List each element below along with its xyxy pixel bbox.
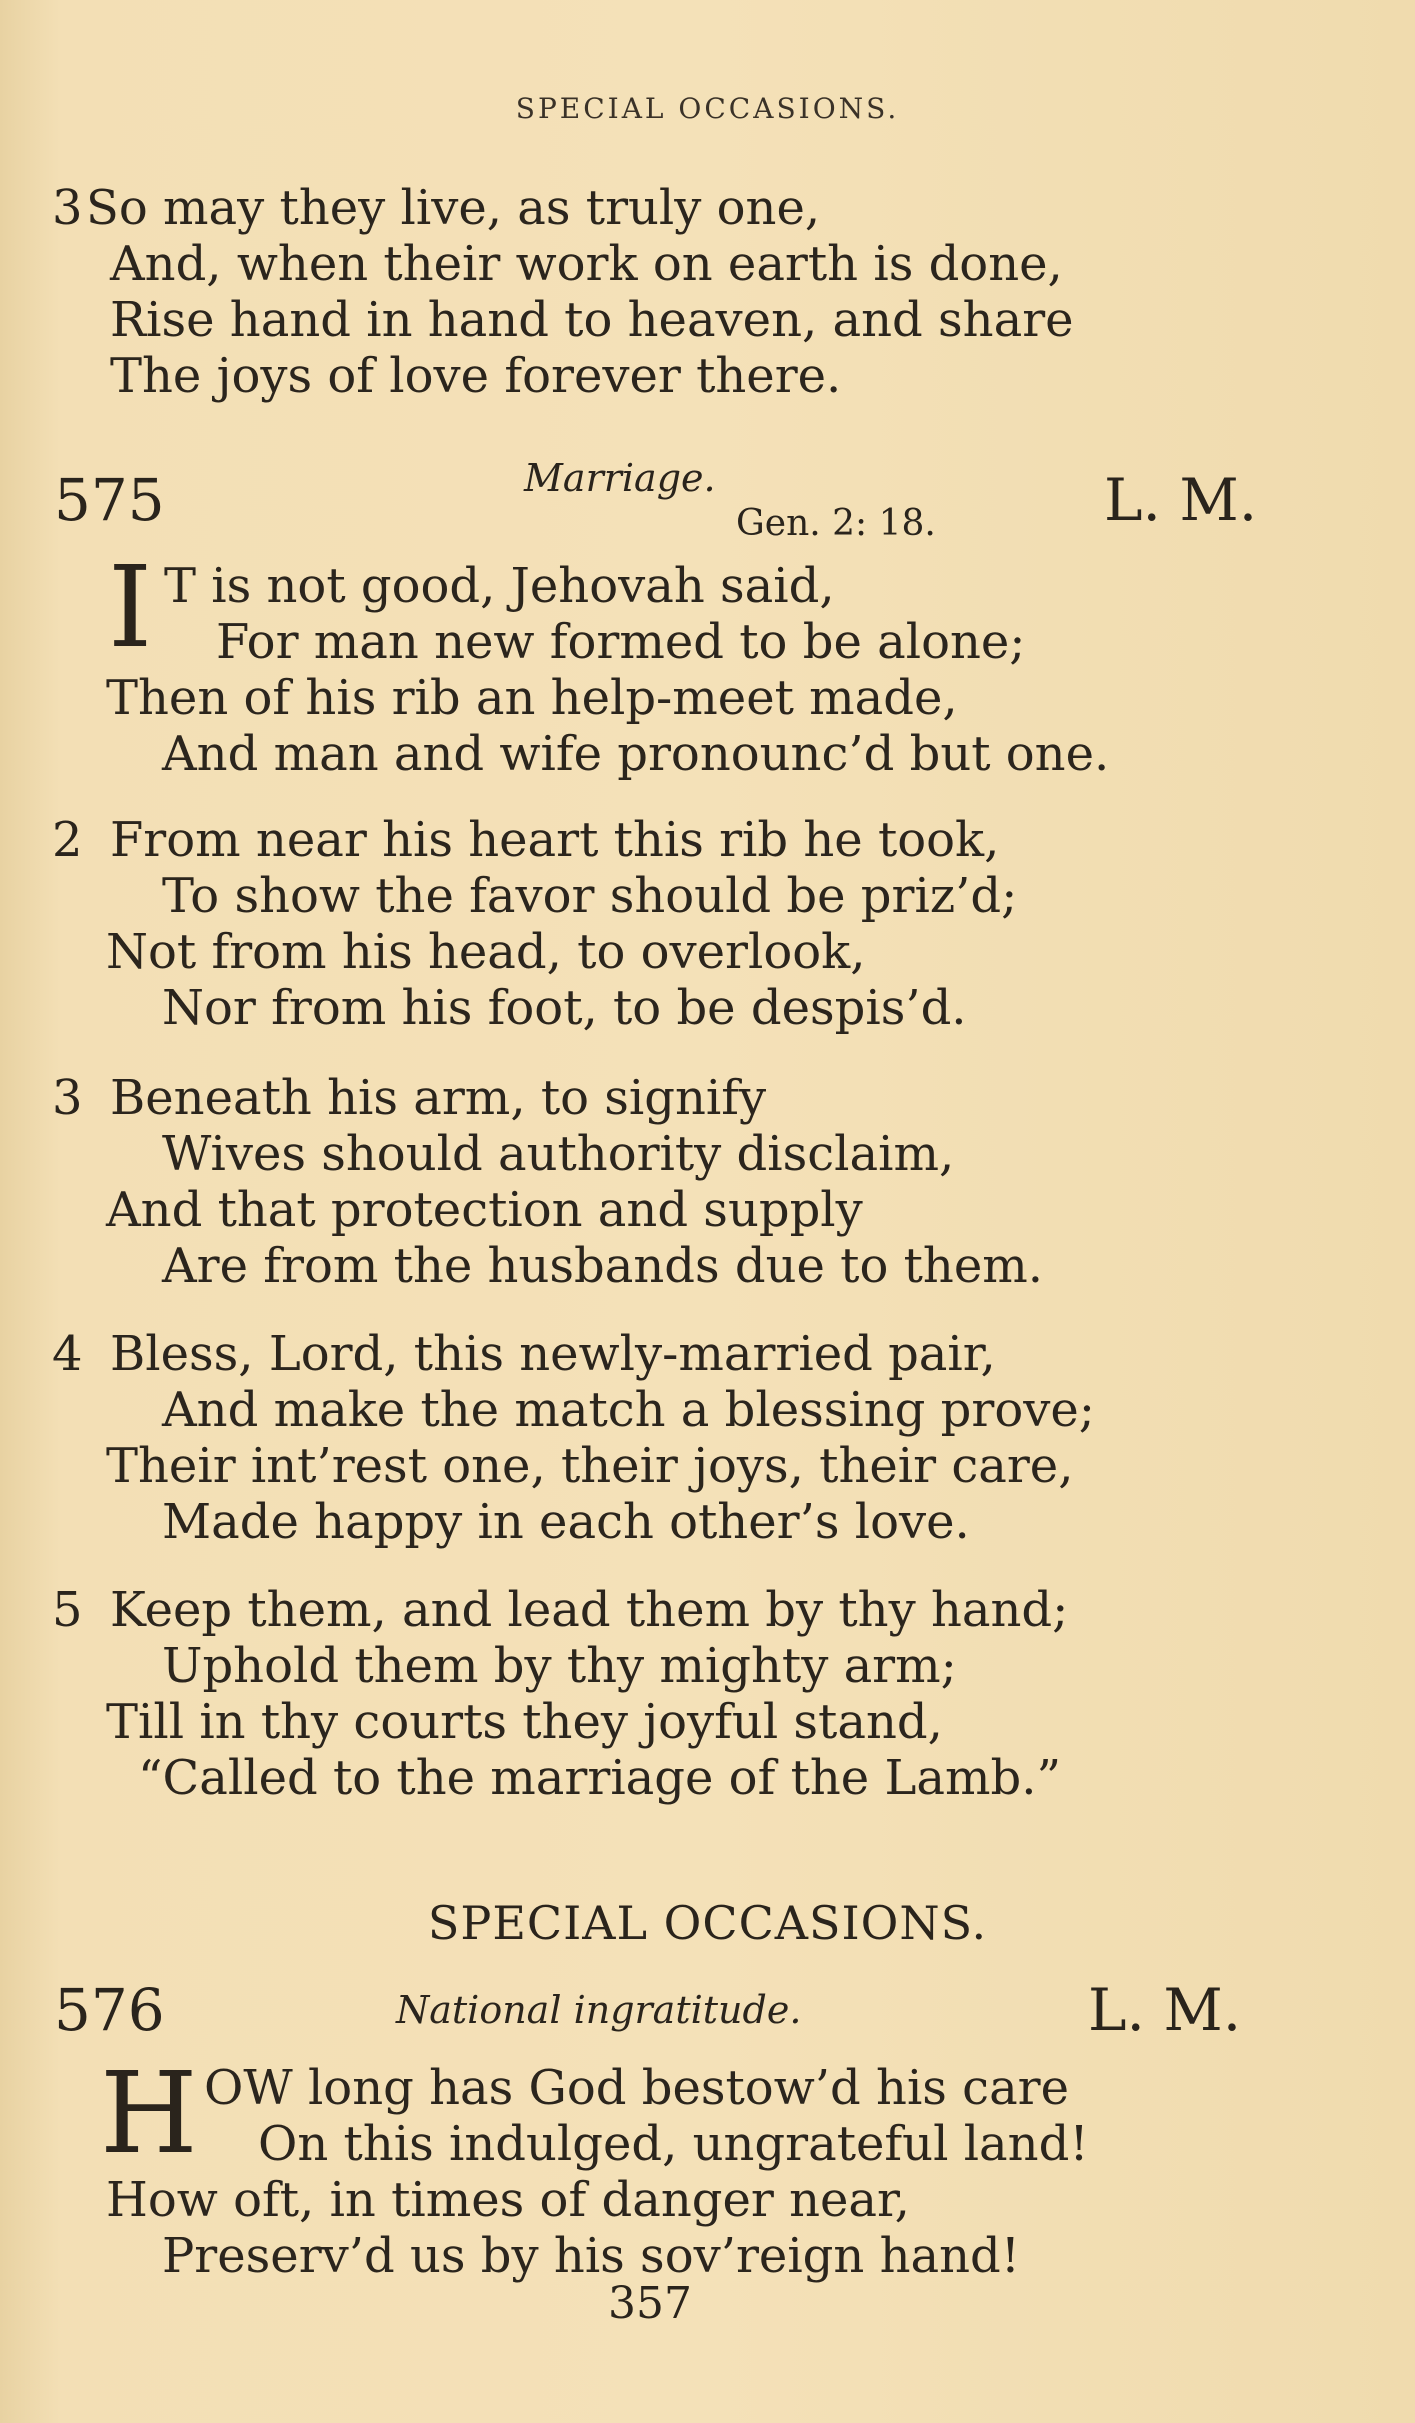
verse-line: How oft, in times of danger near, <box>106 2172 910 2228</box>
stanza-number: 3 <box>52 1070 83 1126</box>
hymn-title: National ingratitude. <box>396 1988 802 2032</box>
hymn-number: 576 <box>54 1976 165 2044</box>
stanza-number: 3 <box>52 180 83 236</box>
running-head: SPECIAL OCCASIONS. <box>515 92 900 125</box>
verse-line: Preserv’d us by his sov’reign hand! <box>162 2228 1021 2284</box>
verse-line: And that protection and supply <box>106 1182 863 1238</box>
hymn-number: 575 <box>54 466 165 534</box>
hymn-meter: L. M. <box>1104 466 1258 534</box>
hymn-meter: L. M. <box>1088 1976 1242 2044</box>
page-number: 357 <box>608 2278 692 2329</box>
verse-line: The joys of love forever there. <box>110 348 842 404</box>
verse-line: Their int’rest one, their joys, their care, <box>106 1438 1074 1494</box>
verse-line: On this indulged, ungrateful land! <box>258 2116 1089 2172</box>
verse-line: Are from the husbands due to them. <box>162 1238 1043 1294</box>
verse-line: From near his heart this rib he took, <box>110 812 1000 868</box>
verse-line: Then of his rib an help-meet made, <box>106 670 958 726</box>
verse-line: Rise hand in hand to heaven, and share <box>110 292 1074 348</box>
verse-line: Wives should authority disclaim, <box>162 1126 955 1182</box>
verse-line: To show the favor should be priz’d; <box>162 868 1018 924</box>
section-heading: SPECIAL OCCASIONS. <box>427 1896 988 1950</box>
verse-line: And, when their work on earth is done, <box>110 236 1063 292</box>
verse-line: Till in thy courts they joyful stand, <box>106 1694 943 1750</box>
verse-line: Beneath his arm, to signify <box>110 1070 767 1126</box>
verse-line: And make the match a blessing prove; <box>162 1382 1095 1438</box>
verse-line: So may they live, as truly one, <box>86 180 821 236</box>
verse-line: “Called to the marriage of the Lamb.” <box>138 1750 1061 1806</box>
verse-line: Keep them, and lead them by thy hand; <box>110 1582 1069 1638</box>
stanza-number: 2 <box>52 812 83 868</box>
verse-line: For man new formed to be alone; <box>216 614 1026 670</box>
hymn-title: Marriage. <box>524 456 716 500</box>
verse-line: And man and wife pronounc’d but one. <box>162 726 1110 782</box>
verse-line: Made happy in each other’s love. <box>162 1494 970 1550</box>
verse-line: Bless, Lord, this newly-married pair, <box>110 1326 996 1382</box>
verse-line: Not from his head, to overlook, <box>106 924 866 980</box>
verse-line: Uphold them by thy mighty arm; <box>162 1638 957 1694</box>
scripture-reference: Gen. 2: 18. <box>736 503 936 544</box>
stanza-number: 4 <box>52 1326 83 1382</box>
drop-cap: H <box>100 2049 198 2179</box>
verse-line: T is not good, Jehovah said, <box>164 558 835 614</box>
verse-line: Nor from his foot, to be despis’d. <box>162 980 967 1036</box>
stanza-number: 5 <box>52 1582 83 1638</box>
drop-cap: I <box>108 543 153 673</box>
verse-line: OW long has God bestow’d his care <box>204 2060 1070 2116</box>
